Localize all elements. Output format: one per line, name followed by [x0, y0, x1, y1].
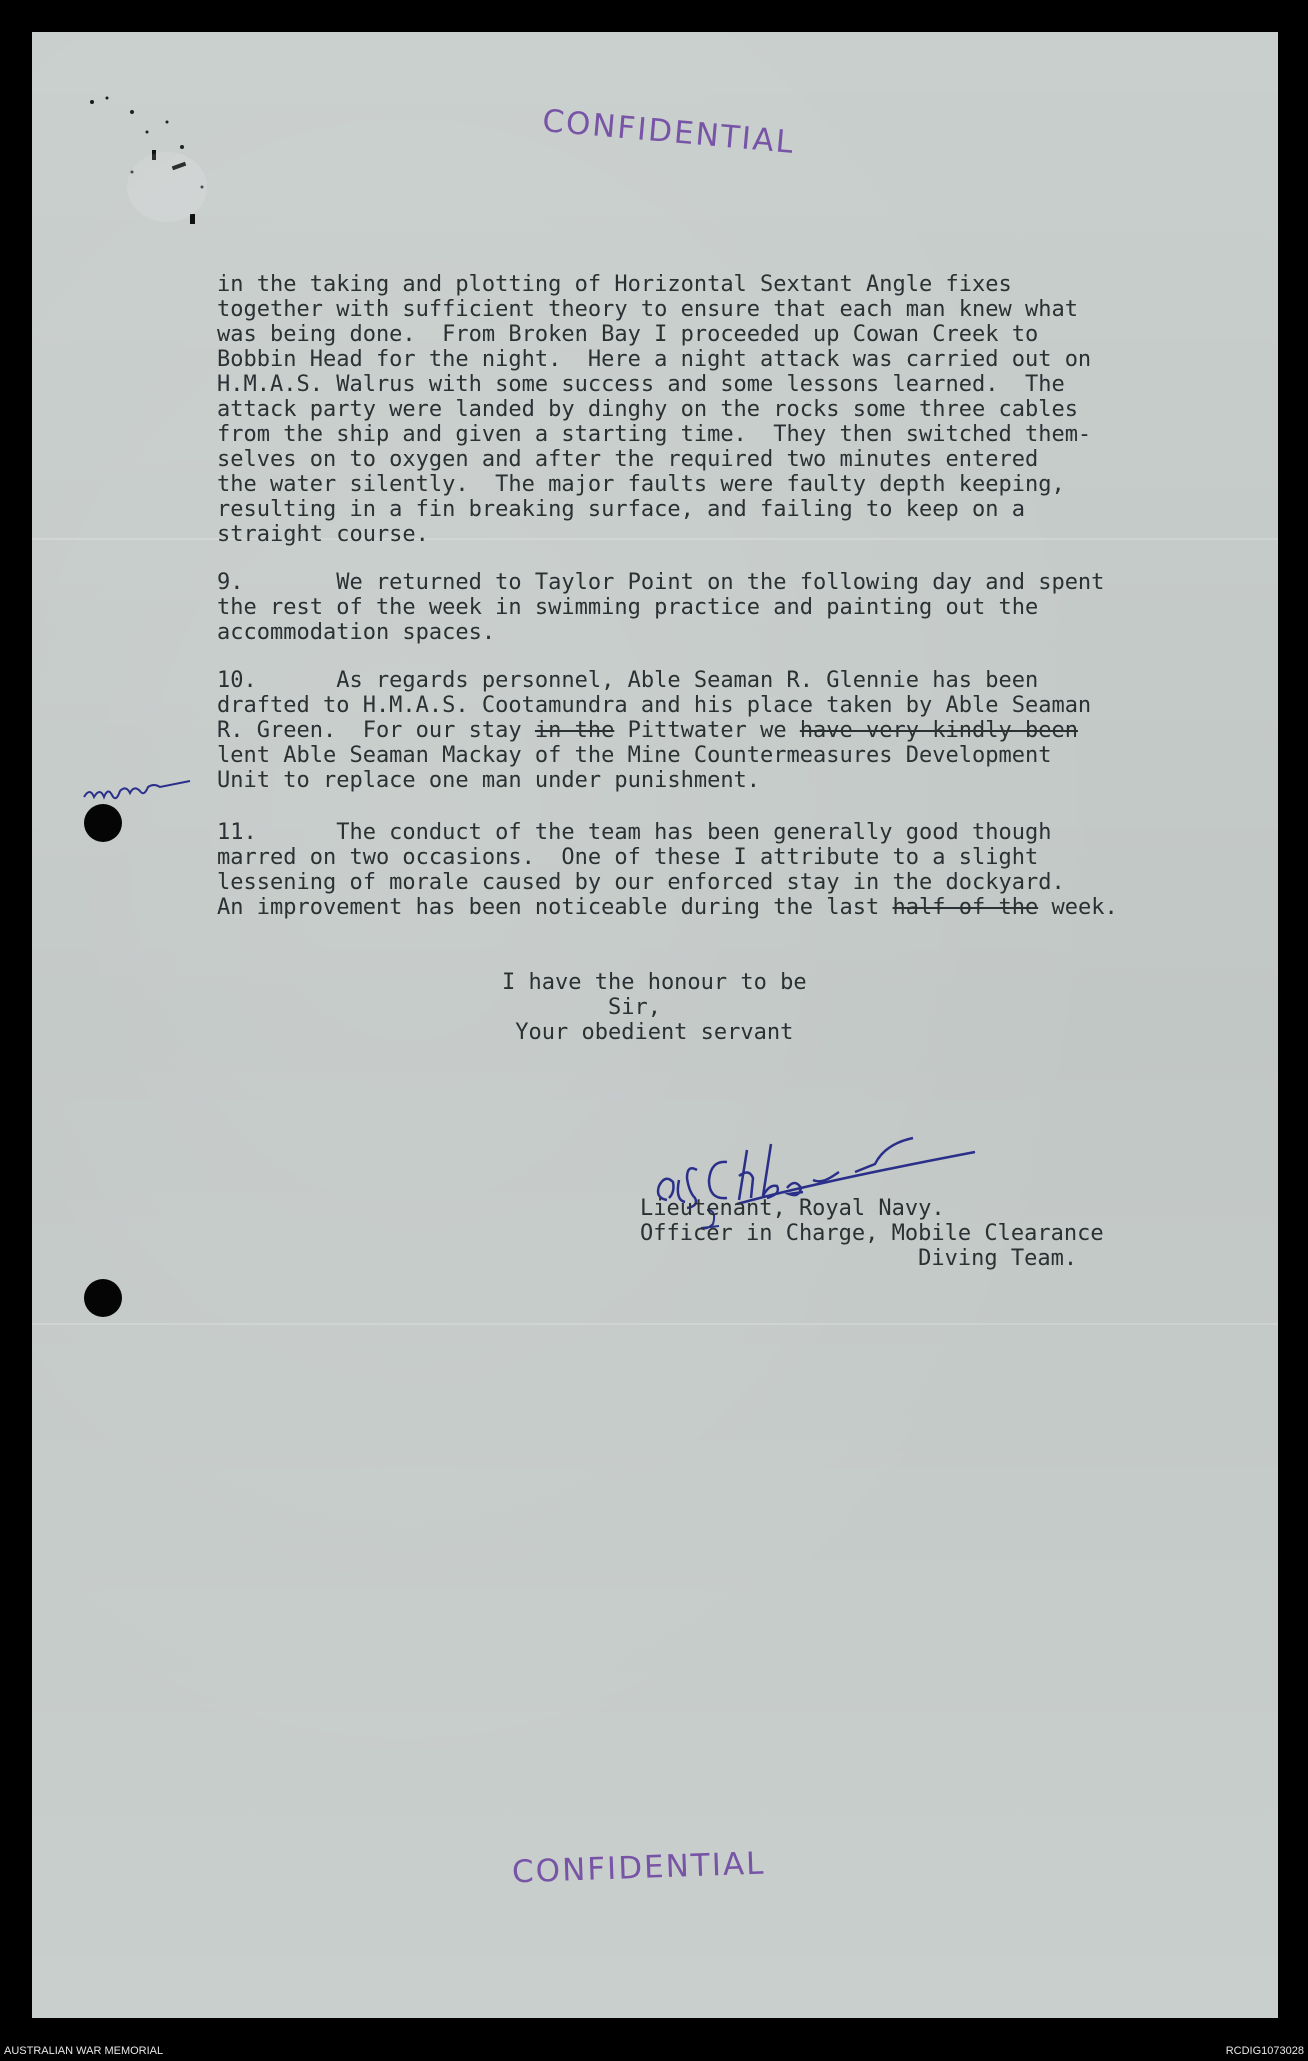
- text-line: attack party were landed by dinghy on the rocks some three cables: [217, 397, 1078, 422]
- text-line: was being done. From Broken Bay I proceeded up Cowan Creek to: [217, 322, 1039, 347]
- text-line-with-strikeout: [217, 718, 1277, 743]
- text-line: resulting in a fin breaking surface, and failing to keep on a: [217, 497, 1025, 522]
- closing-salutation: [502, 970, 1308, 1045]
- text-line: the water silently. The major faults were faulty depth keeping,: [217, 472, 1065, 497]
- text-line: the rest of the week in swimming practice and painting out the: [217, 595, 1039, 620]
- text-line: in the taking and plotting of Horizontal Sextant Angle fixes: [217, 272, 1012, 297]
- text-segment: An improvement has been noticeable during the last: [217, 895, 893, 920]
- text-line: straight course.: [217, 522, 429, 547]
- text-line: Your obedient servant: [502, 1020, 794, 1045]
- text-line: lessening of morale caused by our enforced stay in the dockyard.: [217, 870, 1065, 895]
- struck-out-text: in the: [534, 718, 615, 743]
- confidential-stamp-bottom: CONFIDENTIAL: [511, 1845, 766, 1891]
- paragraph-10: [217, 668, 1277, 793]
- text-line: drafted to H.M.A.S. Cootamundra and his place taken by Able Seaman: [217, 693, 1092, 718]
- text-line: Officer in Charge, Mobile Clearance: [640, 1221, 1104, 1246]
- paragraph-8: [217, 272, 1277, 547]
- text-line: Unit to replace one man under punishment.: [217, 768, 761, 793]
- text-line: together with sufficient theory to ensure that each man knew what: [217, 297, 1078, 322]
- text-line: 9. We returned to Taylor Point on the following day and spent: [217, 570, 1105, 595]
- torn-staple-marks: [72, 92, 222, 242]
- text-line: 11. The conduct of the team has been generally good though: [217, 820, 1052, 845]
- paper-fold: [32, 1322, 1278, 1325]
- text-line: from the ship and given a starting time. They then switched them-: [217, 422, 1092, 447]
- paragraph-9: [217, 570, 1277, 645]
- punch-hole: [84, 804, 122, 842]
- text-line: Diving Team.: [640, 1246, 1078, 1271]
- text-line: Bobbin Head for the night. Here a night attack was carried out on: [217, 347, 1092, 372]
- text-line: H.M.A.S. Walrus with some success and some lessons learned. The: [217, 372, 1065, 397]
- document-sheet: [32, 32, 1278, 2018]
- struck-out-text: half of the: [892, 895, 1039, 920]
- archive-caption-right: RCDIG1073028: [1225, 2045, 1304, 2057]
- archive-caption-left: AUSTRALIAN WAR MEMORIAL: [4, 2045, 164, 2057]
- paragraph-11: [217, 820, 1277, 920]
- text-line: accommodation spaces.: [217, 620, 496, 645]
- text-line: marred on two occasions. One of these I attribute to a slight: [217, 845, 1039, 870]
- text-line: 10. As regards personnel, Able Seaman R. Glennie has been: [217, 668, 1039, 693]
- text-segment: Pittwater we: [614, 718, 800, 743]
- punch-hole: [84, 1279, 122, 1317]
- text-line: I have the honour to be: [502, 970, 807, 995]
- text-line: lent Able Seaman Mackay of the Mine Countermeasures Development: [217, 743, 1052, 768]
- confidential-stamp-top: CONFIDENTIAL: [540, 103, 797, 161]
- text-line: Lieutenant, Royal Navy.: [640, 1196, 945, 1221]
- signature-block: [640, 1196, 1308, 1271]
- text-line: Sir,: [502, 995, 661, 1020]
- text-line-with-strikeout: [217, 895, 1277, 920]
- text-line: selves on to oxygen and after the required two minutes entered: [217, 447, 1039, 472]
- text-segment: R. Green. For our stay: [217, 718, 535, 743]
- text-segment: week.: [1038, 895, 1118, 920]
- struck-out-text: have very kindly been: [799, 718, 1078, 743]
